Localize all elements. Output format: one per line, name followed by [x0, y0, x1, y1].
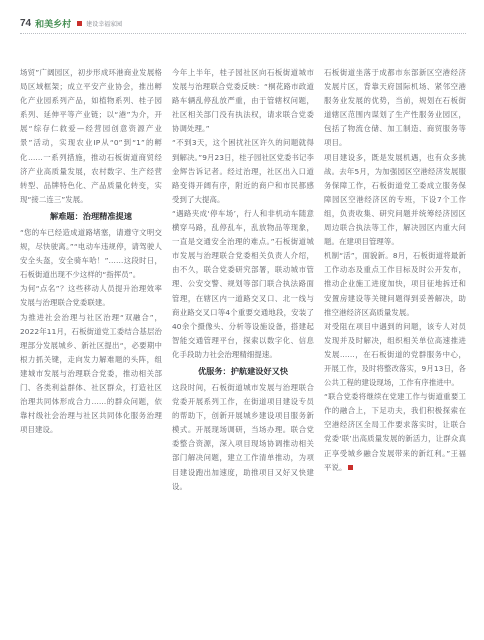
paragraph: 对受阻在项目中遇到的问题，该专人对员发现并及时解决，组织相关单位高速推进发展……，在石板街道的党群服务中心，开展工作，及时将整改落实，9月13日，各公共工程的建设现场，工作有序推进中。: [324, 321, 466, 388]
column-3: [324, 66, 466, 475]
section-heading: 优服务：护航建设好又快: [197, 365, 289, 376]
paragraph: 这段时间，石板街道城市发展与治理联合党委开展系列工作，在街道项目建设专员的帮助下，创新开展城乡建设项目服务新模式。开展现场调研，当场办理。联合党委整合资源，深入项目现场协调推动相关部门解决问题，建立工作清单推动，为项目建设跑出加速度，助推项目又好又快建设。: [172, 382, 314, 491]
article-body: [20, 66, 466, 636]
paragraph: 为何“点名”？这些移动人员提升治理效率发展与治理联合党委联建。: [20, 284, 162, 308]
closing-paragraph: [324, 390, 466, 475]
paragraph: 机制“活”，面貌新。8月，石板街道将最新工作动态及重点工作目标及时公开发布，推动企业施工进度加快，项目征地拆迁和安置房建设等关键问题得到妥善解决，助推空港经济区高质量发展。: [324, 251, 466, 317]
paragraph-text: “联合党委将继续在党建工作与街道重要工作的融合上，下足功夫，我们积极探索在空港经济区全局工作要求落实时，让联合党委‘联’出高质量发展的新活力，让群众真正享受城乡融合发展带来的新红利。”王福平说。: [324, 392, 466, 472]
section-title: 建设幸福家园: [86, 20, 123, 28]
paragraph: “您的车已经造成道路堵塞，请遵守文明交规，尽快驶离。”“电动车违规停，请驾驶人安全头盔，安全骑车哈！”……这段时日，石板街道出现不少这样的“指挥员”。: [20, 227, 162, 280]
paragraph: 项目建设多，既是发展机遇，也有众多挑战。去年5月，为加强园区空港经济发展服务保障工作，石板街道党工委成立服务保障园区空港经济区的专班，下设7个工作组，负责收集、研究问题并统筹经济园区周边联合执法等工作，解决园区内重大问题。在建项目管理等。: [324, 152, 466, 247]
section-marker-icon: [77, 21, 82, 26]
paragraph: 为推进社会治理与社区治理“双融合”，2022年11月，石板街道党工委结合基层治理部分发展城乡、新社区提出“，必要期中根力抓关键，走向发力解难题的头阵，组建城市发展与治理联合党委，推动相关部门、各类利益群体、社区群众，打造社区治理共同体形成合力……的群众问题，依靠村级社会治理与社区共同体化服务治理项目建设。: [20, 312, 162, 435]
section-heading: 解难题：治理精准提速: [50, 210, 132, 221]
page-number: 74: [20, 17, 32, 29]
column-2: [172, 66, 314, 494]
paragraph: 今年上半年，桂子园社区向石板街道城市发展与治理联合党委反映：“桐花路市政道路车辆乱停乱放严重，由于管辖权问题，社区相关部门没有执法权，请求联合党委协调处理。”: [172, 68, 314, 134]
magazine-title: 和美乡村: [35, 19, 72, 30]
column-1: [20, 66, 162, 437]
header-rule: [20, 33, 466, 34]
paragraph: 场贸”广阔园区，初步形成环港商业发展格局区域框架；成立平安产业协会，推出孵化产业园系列产品，如植物系列、桂子园系列、延伸平等产业链；以“港”为介，开展“综存仁救爱—经营园创意资源产业景”活动，实现农业IP从“0”到“1”的孵化……一系列措施，推动石板街道商贸经济产业高质量发展，农村数字、生产经营转型、品牌特色化、产品质量化转变，实现“接二连三”发展。: [20, 68, 162, 204]
paragraph: “遇路夹成‘停车场’，行人和非机动车随意横穿马路，乱停乱车，乱放物品等现象，一直是交通安全治理的难点。”石板街道城市发展与治理联合党委相关负责人介绍，由不久，联合党委研究部署，联动城市管理、公安交警、规划等部门联合执法路面管理，在辖区内一道路交叉口、北一线与商业路交叉口等4个重要交通地段，安装了40余个摄像头、分析等设施设备，搭建起智能交通管理平台，探索以数字化、信息化手段助力社会治理精细提速。: [172, 208, 314, 359]
article-end-icon: [348, 465, 353, 470]
paragraph: “不到3天，这个困扰社区许久的问题就得到解决。”9月23日，桂子园社区党委书记李金辉告诉记者。经过治理，社区出入口道路变得开阔有序，附近的商户和市民都感受到了大提高。: [172, 138, 314, 204]
paragraph: 石板街道坐落于成都市东部新区空港经济发展片区，背靠天府国际机场、紧邻空港服务业发展的优势，当前，规划在石板街道辖区范围内谋划了生产性服务业园区，包括了物流仓储、加工制造、商贸服务等项目。: [324, 68, 466, 148]
page-header: [20, 16, 122, 30]
